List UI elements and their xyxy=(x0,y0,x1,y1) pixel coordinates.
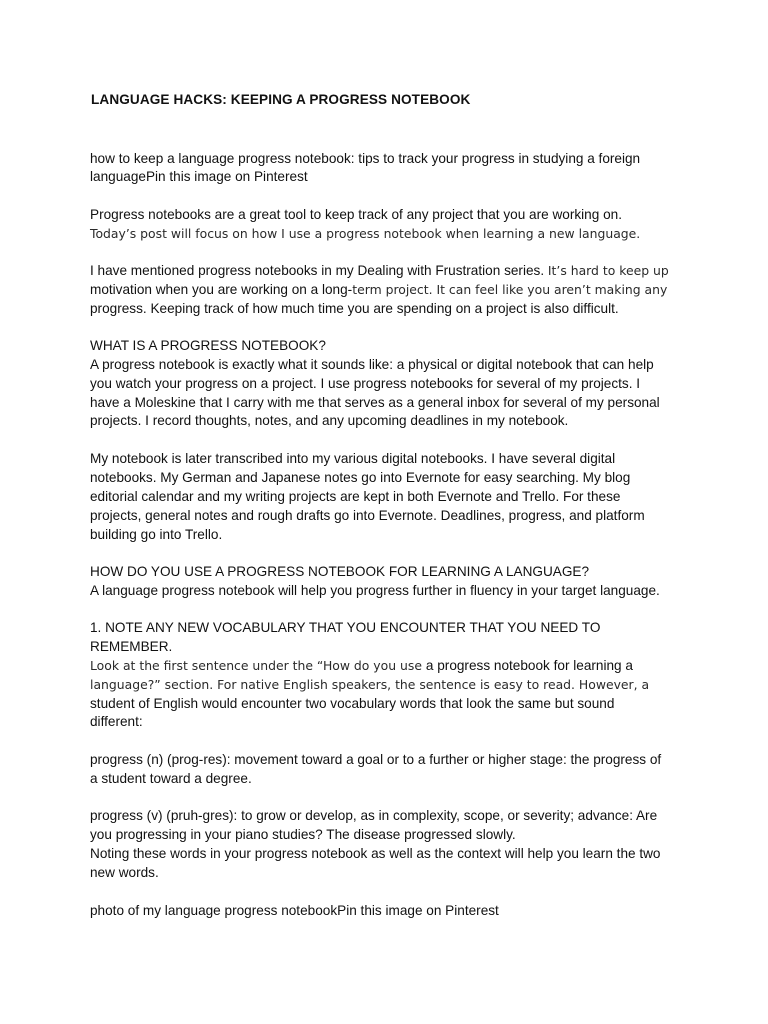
text-run: Noting these words in your progress notebook as well as the context will help you learn the two xyxy=(90,846,661,861)
text-line xyxy=(90,826,516,844)
text-run: term project. It can feel like you aren’t making any xyxy=(352,282,668,297)
text-run: Progress notebooks are a great tool to keep track of any project that you are working on. xyxy=(90,207,622,222)
text-run: A language progress notebook will help you progress further in fluency in your target language. xyxy=(90,583,660,598)
document-title: LANGUAGE HACKS: KEEPING A PROGRESS NOTEBOOK xyxy=(91,92,471,107)
text-line xyxy=(90,582,660,600)
text-run: Today’s post will focus on how I use a progress notebook when learning a new language. xyxy=(90,226,641,241)
text-run: language?” section. For native English speakers, the sentence is easy to read. However, a xyxy=(90,677,650,692)
text-run: progress. Keeping track of how much time you are spending on a project is also difficult. xyxy=(90,301,619,316)
text-run: progress (n) (prog-res): movement toward a goal or to a further or higher stage: the progress of xyxy=(90,752,662,767)
text-run: you watch your progress on a project. I use progress notebooks for several of my projects. I xyxy=(90,376,641,391)
text-run: progress (v) (pruh-gres): to grow or develop, as in complexity, scope, or severity; advance: Are xyxy=(90,808,658,823)
text-line xyxy=(90,281,667,299)
text-run: have a Moleskine that I carry with me that serves as a general inbox for several of my personal xyxy=(90,395,660,410)
text-line xyxy=(90,845,661,863)
text-line xyxy=(90,300,619,318)
text-line xyxy=(90,150,640,168)
text-run: photo of my language progress notebookPin this image on Pinterest xyxy=(90,903,499,918)
text-line xyxy=(90,488,620,506)
text-line xyxy=(90,375,640,393)
text-line xyxy=(90,225,640,243)
text-run: different: xyxy=(90,714,143,729)
text-run: how to keep a language progress notebook: tips to track your progress in studying a foreign xyxy=(90,151,641,166)
text-run: I have mentioned progress notebooks in my Dealing with Frustration series. xyxy=(90,263,548,278)
text-run: REMEMBER. xyxy=(90,639,173,654)
text-run: languagePin this image on Pinterest xyxy=(90,169,308,184)
text-run: new words. xyxy=(90,865,159,880)
text-run: a student toward a degree. xyxy=(90,771,252,786)
text-line xyxy=(90,168,308,186)
section-heading xyxy=(90,638,172,656)
section-heading xyxy=(90,563,589,581)
text-line xyxy=(90,695,614,713)
text-run: Look at the first sentence under the “How do you use xyxy=(90,658,426,673)
text-run: student of English would encounter two vocabulary words that look the same but sound xyxy=(90,696,615,711)
text-run: It’s hard to keep up xyxy=(547,263,669,278)
text-run: WHAT IS A PROGRESS NOTEBOOK? xyxy=(90,338,326,353)
text-run: A progress notebook is exactly what it sounds like: a physical or digital notebook that can help xyxy=(90,357,654,372)
text-line xyxy=(90,807,657,825)
text-line xyxy=(90,412,568,430)
section-heading xyxy=(90,619,600,637)
text-run: 1. NOTE ANY NEW VOCABULARY THAT YOU ENCOUNTER THAT YOU NEED TO xyxy=(90,620,601,635)
text-line xyxy=(90,864,159,882)
text-line xyxy=(90,394,660,412)
text-run: notebooks. My German and Japanese notes go into Evernote for easy searching. My blog xyxy=(90,470,631,485)
text-line xyxy=(90,526,222,544)
text-line xyxy=(90,751,661,769)
text-line xyxy=(90,902,499,920)
text-run: projects. I record thoughts, notes, and any upcoming deadlines in my notebook. xyxy=(90,413,569,428)
text-run: editorial calendar and my writing projects are kept in both Evernote and Trello. For these xyxy=(90,489,621,504)
text-line xyxy=(90,770,252,788)
text-line xyxy=(90,507,645,525)
text-line xyxy=(90,206,622,224)
text-run: My notebook is later transcribed into my various digital notebooks. I have several digital xyxy=(90,451,616,466)
text-line xyxy=(90,450,615,468)
text-run: building go into Trello. xyxy=(90,527,223,542)
text-run: projects, general notes and rough drafts go into Evernote. Deadlines, progress, and platform xyxy=(90,508,645,523)
text-line xyxy=(90,657,633,675)
text-run: you progressing in your piano studies? The disease progressed slowly. xyxy=(90,827,516,842)
text-line xyxy=(90,356,654,374)
text-line xyxy=(90,676,649,694)
text-line xyxy=(90,469,630,487)
text-run: motivation when you are working on a long- xyxy=(90,282,353,297)
section-heading xyxy=(90,337,326,355)
text-line xyxy=(90,262,669,280)
text-line xyxy=(90,713,143,731)
text-run: a progress notebook for learning a xyxy=(425,658,633,673)
text-run: HOW DO YOU USE A PROGRESS NOTEBOOK FOR LEARNING A LANGUAGE? xyxy=(90,564,590,579)
